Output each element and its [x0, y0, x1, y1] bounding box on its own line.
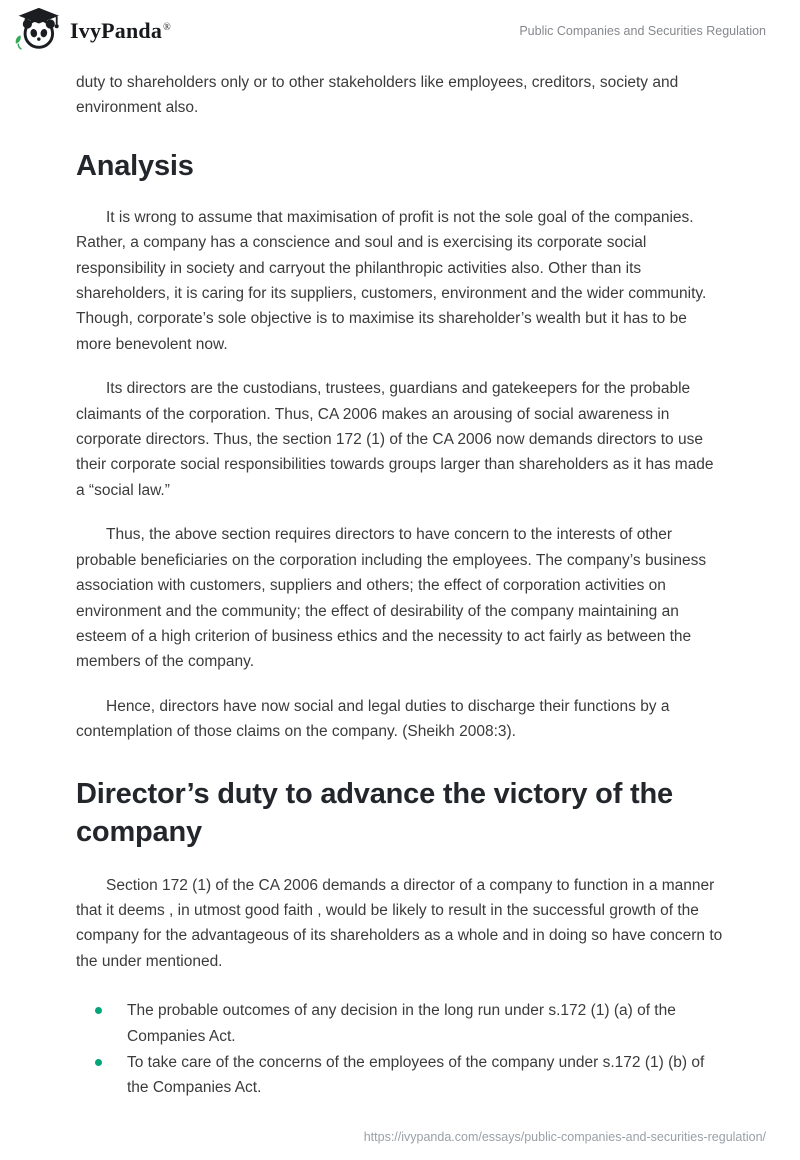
list-item	[76, 998, 724, 1049]
list-item-text: To take care of the concerns of the employees of the company under s.172 (1) (b) of the Companies Act.	[127, 1053, 705, 1097]
paragraph: Its directors are the custodians, trustees, guardians and gatekeepers for the probable claimants of the corporation. Thus, CA 2006 makes an arousing of social awareness in corporate directors. Thus, the section 172 (1) of the CA 2006 now demands directors to use their corporate social responsibilities towards groups larger than shareholders as it has made a “social law.”	[76, 380, 714, 499]
ivypanda-logo[interactable]	[14, 7, 171, 56]
article-content	[0, 54, 800, 1101]
header	[0, 0, 800, 54]
ivypanda-logo-icon	[14, 7, 60, 56]
bullet-icon	[95, 1007, 102, 1014]
registered-mark: ®	[163, 21, 171, 33]
paragraph: It is wrong to assume that maximisation of profit is not the sole goal of the companies. Rather, a company has a conscience and soul and is exercising its corporate social responsibility in society and carryout the philanthropic activities also. Other than its shareholders, it is caring for its suppliers, customers, environment and the wider community. Though, corporate’s sole objective is to maximise its shareholder’s wealth but it has to be more benevolent now.	[76, 208, 707, 353]
source-url: https://ivypanda.com/essays/public-companies-and-securities-regulation/	[363, 1130, 766, 1144]
list-item-text: The probable outcomes of any decision in the long run under s.172 (1) (a) of the Companies Act.	[127, 1002, 676, 1045]
section-heading-analysis: Analysis	[76, 149, 194, 182]
bullet-icon	[95, 1059, 102, 1066]
document-header-title: Public Companies and Securities Regulation	[519, 24, 766, 38]
footer	[364, 1130, 766, 1144]
paragraph-continuation: duty to shareholders only or to other stakeholders like employees, creditors, society and environment also.	[76, 74, 679, 117]
paragraph: Hence, directors have now social and legal duties to discharge their functions by a contemplation of those claims on the company. (Sheikh 2008:3).	[76, 697, 670, 741]
bullet-list	[76, 998, 724, 1101]
section-heading-directors-duty: Director’s duty to advance the victory of the company	[76, 777, 673, 848]
paragraph: Thus, the above section requires directors to have concern to the interests of other probable beneficiaries on the corporation including the employees. The company’s business association with customers, suppliers and others; the effect of corporation activities on environment and the community; the effect of desirability of the company maintaining an esteem of a high criterion of business ethics and the necessity to act fairly as between the members of the company.	[76, 526, 707, 671]
paragraph: Section 172 (1) of the CA 2006 demands a director of a company to function in a manner that it deems , in utmost good faith , would be likely to result in the successful growth of the company for the advantageous of its shareholders as a whole and in doing so have concern to the under mentioned.	[76, 876, 723, 970]
list-item	[76, 1050, 724, 1101]
brand-name: IvyPanda®	[70, 18, 171, 43]
